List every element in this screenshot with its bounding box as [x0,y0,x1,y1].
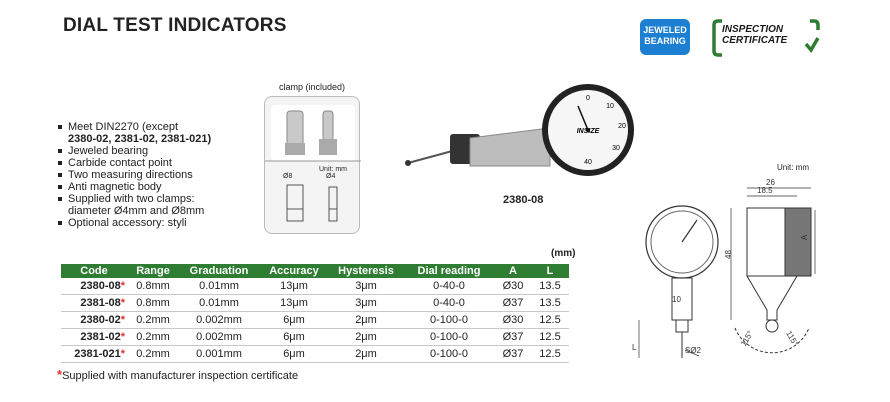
clamp-illustration [264,96,360,234]
jeweled-badge-line1: JEWELED [643,25,687,35]
feature-item: Optional accessory: styli [56,217,211,229]
feature-item-note: diameter Ø4mm and Ø8mm [68,205,205,217]
cell-code [61,312,127,329]
table-cell: 0-100-0 [403,312,495,329]
table-cell: 0.001mm [179,346,259,363]
table-cell: 13μm [259,278,329,295]
code-text: 2381-021 [74,348,121,360]
table-cell: Ø37 [495,295,531,312]
table-cell: 13μm [259,295,329,312]
table-cell: Ø37 [495,346,531,363]
table-cell: 2μm [329,312,403,329]
footnote [57,367,298,382]
table-body [61,278,569,363]
brand-logo: INSIZE [576,128,600,135]
clamp-unit-label: Unit: mm [319,166,347,173]
table-cell: 12.5 [531,346,569,363]
dim-l: L [632,343,637,352]
feature-item: Jeweled bearing [56,145,211,157]
header-accuracy: Accuracy [259,264,329,278]
certificate-star: * [120,348,125,360]
table-row [61,346,569,363]
clamp-d4-label: Ø4 [326,173,336,180]
dim-18-5: 18.5 [757,186,773,195]
feature-item: Carbide contact point [56,157,211,169]
cell-code [61,329,127,346]
certificate-star: * [120,280,125,292]
certificate-star: * [120,314,125,326]
certificate-line1: INSPECTION [722,24,784,35]
feature-list [56,121,211,229]
header-graduation: Graduation [179,264,259,278]
header-dial-reading: Dial reading [403,264,495,278]
code-text: 2381-02 [80,331,121,343]
table-cell: 0.8mm [127,295,179,312]
certificate-badge-text [722,24,787,46]
table-cell: 0-100-0 [403,346,495,363]
feature-item: Anti magnetic body [56,181,211,193]
header-l: L [531,264,569,278]
feature-item: Two measuring directions [56,169,211,181]
header-code: Code [61,264,127,278]
table-cell: 0.01mm [179,295,259,312]
code-text: 2381-08 [80,297,121,309]
dim-48: 48 [723,250,733,259]
certificate-star: * [120,297,125,309]
table-cell: 2μm [329,329,403,346]
footnote-star: * [57,367,63,382]
jeweled-bearing-badge [640,19,690,55]
dial-mark-30: 30 [612,145,620,152]
table-cell: 3μm [329,295,403,312]
table-row [61,278,569,295]
code-text: 2380-02 [80,314,121,326]
feature-item: Meet DIN2270 (except [56,121,211,133]
header-a: A [495,264,531,278]
certificate-line2: CERTIFICATE [722,35,788,46]
dim-sphere: SØ2 [685,346,702,355]
header-range: Range [127,264,179,278]
drawing-unit-label: Unit: mm [777,163,809,172]
feature-item-note: 2380-02, 2381-02, 2381-021) [68,133,212,145]
table-cell: 12.5 [531,312,569,329]
table-row [61,295,569,312]
dial-mark-40: 40 [584,159,592,166]
clamp-d8-label: Ø8 [283,173,293,180]
product-model-label: 2380-08 [503,194,544,206]
dim-a: A [800,234,810,241]
cell-code [61,346,127,363]
page-title: DIAL TEST INDICATORS [63,15,287,36]
table-cell: 12.5 [531,329,569,346]
spec-table [61,264,569,363]
certificate-star: * [120,331,125,343]
angle-right: 115° [784,329,800,348]
feature-item: Supplied with two clamps: [56,193,211,205]
table-cell: 0-40-0 [403,295,495,312]
footnote-text: Supplied with manufacturer inspection certificate [62,370,299,382]
table-cell: 0-40-0 [403,278,495,295]
table-cell: 0-100-0 [403,329,495,346]
table-cell: 2μm [329,346,403,363]
table-cell: 0.002mm [179,329,259,346]
table-row [61,312,569,329]
table-row [61,329,569,346]
cell-code [61,295,127,312]
table-unit-label: (mm) [551,248,576,259]
dial-mark-0: 0 [586,95,590,102]
table-cell: 0.2mm [127,312,179,329]
angle-left: 115° [739,329,755,348]
table-cell: 6μm [259,329,329,346]
table-cell: 0.01mm [179,278,259,295]
table-cell: Ø30 [495,312,531,329]
header-hysteresis: Hysteresis [329,264,403,278]
code-text: 2380-08 [80,280,121,292]
table-cell: 0.2mm [127,346,179,363]
table-cell: 6μm [259,346,329,363]
jeweled-badge-line2: BEARING [644,36,686,46]
table-cell: 0.8mm [127,278,179,295]
dim-10: 10 [672,295,681,304]
cell-code [61,278,127,295]
dial-indicator-photo [400,78,640,190]
table-cell: 13.5 [531,295,569,312]
dial-mark-20: 20 [618,123,626,130]
clamp-caption: clamp (included) [279,82,346,92]
table-cell: 13.5 [531,278,569,295]
table-cell: Ø37 [495,329,531,346]
table-header-row [61,264,569,278]
table-cell: 3μm [329,278,403,295]
dial-mark-10: 10 [606,103,614,110]
table-cell: 6μm [259,312,329,329]
table-cell: 0.002mm [179,312,259,329]
table-cell: Ø30 [495,278,531,295]
dim-26: 26 [766,178,775,187]
table-cell: 0.2mm [127,329,179,346]
